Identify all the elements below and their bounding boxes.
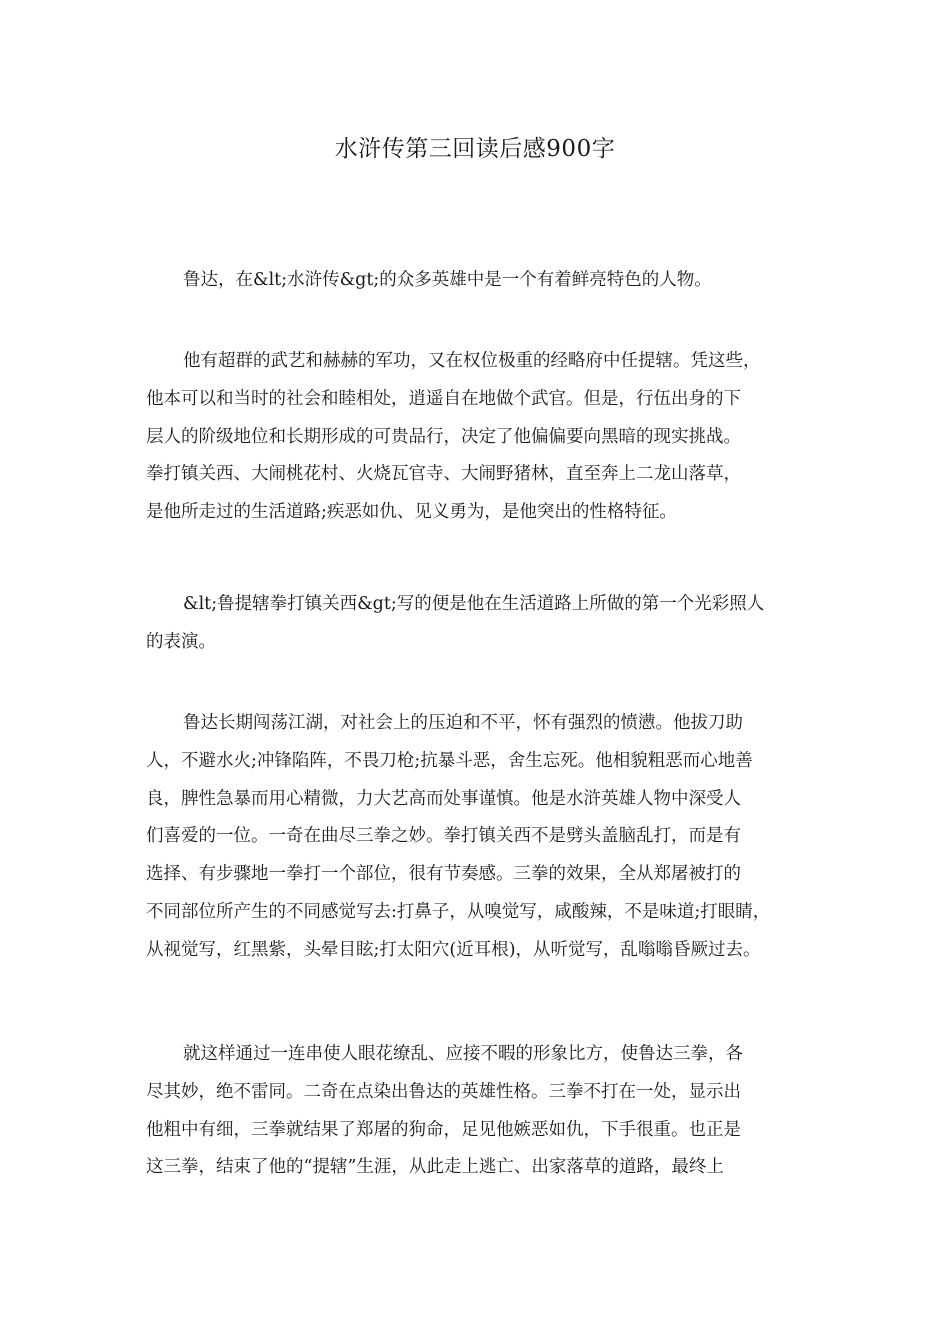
paragraph-2 — [146, 343, 761, 532]
text-line: 层人的阶级地位和长期形成的可贵品行，决定了他偏偏要向黑暗的现实挑战。 — [146, 426, 741, 447]
text-line: 不同部位所产生的不同感觉写去:打鼻子，从嗅觉写，咸酸辣，不是味道;打眼睛， — [146, 901, 771, 922]
text-line: 拳打镇关西、大闹桃花村、火烧瓦官寺、大闹野猪林，直至奔上二龙山落草， — [146, 464, 741, 485]
text-line: 尽其妙，绝不雷同。二奇在点染出鲁达的英雄性格。三拳不打在一处，显示出 — [146, 1081, 741, 1102]
text-line: 他本可以和当时的社会和睦相处，逍遥自在地做个武官。但是，行伍出身的下 — [146, 388, 741, 409]
paragraph-3 — [146, 586, 764, 662]
text-line: &lt;鲁提辖拳打镇关西&gt;写的便是他在生活道路上所做的第一个光彩照人 — [183, 594, 765, 614]
text-line: 人，不避水火;冲锋陷阵，不畏刀枪;抗暴斗恶，舍生忘死。他相貌粗恶而心地善 — [146, 750, 753, 771]
text-line: 他粗中有细，三拳就结果了郑屠的狗命，足见他嫉恶如仇，下手很重。也正是 — [146, 1119, 741, 1140]
text-line: 是他所走过的生活道路;疾恶如仇、见义勇为，是他突出的性格特征。 — [146, 502, 677, 523]
text-line: 良，脾性急暴而用心精微，力大艺高而处事谨慎。他是水浒英雄人物中深受人 — [146, 788, 741, 809]
text-line: 鲁达长期闯荡江湖，对社会上的压迫和不平，怀有强烈的愤懑。他拔刀助 — [183, 713, 743, 733]
paragraph-4 — [146, 705, 770, 970]
text-line: 鲁达，在&lt;水浒传&gt;的众多英雄中是一个有着鲜亮特色的人物。 — [183, 270, 712, 290]
text-line: 就这样通过一连串使人眼花缭乱、应接不暇的形象比方，使鲁达三拳，各 — [183, 1044, 743, 1064]
text-line: 他有超群的武艺和赫赫的军功，又在权位极重的经略府中任提辖。凭这些， — [183, 351, 761, 371]
text-line: 从视觉写，红黑紫，头晕目眩;打太阳穴(近耳根)，从听觉写，乱嗡嗡昏厥过去。 — [146, 939, 761, 960]
paragraph-1 — [146, 262, 712, 300]
text-line: 的表演。 — [146, 631, 216, 652]
document-title: 水浒传第三回读后感900字 — [334, 136, 616, 162]
text-line: 选择、有步骤地一拳打一个部位，很有节奏感。三拳的效果，全从郑屠被打的 — [146, 864, 741, 885]
paragraph-5 — [146, 1036, 743, 1187]
text-line: 这三拳，结束了他的“提辖”生涯，从此走上逃亡、出家落草的道路，最终上 — [146, 1157, 724, 1178]
text-line: 们喜爱的一位。一奇在曲尽三拳之妙。拳打镇关西不是劈头盖脑乱打，而是有 — [146, 826, 741, 847]
